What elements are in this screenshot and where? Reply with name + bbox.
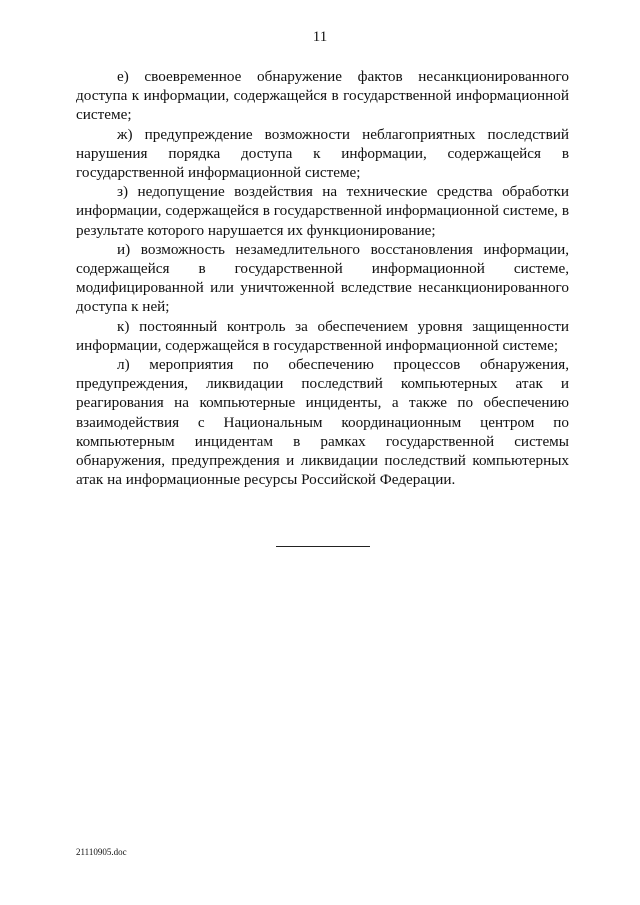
paragraph-e: е) своевременное обнаружение фактов несанкционированного доступа к информации, содержащейся в государственной информационной системе; bbox=[76, 68, 569, 124]
end-separator-line bbox=[276, 546, 370, 547]
document-body bbox=[76, 67, 569, 489]
file-reference: 21110905.doc bbox=[76, 847, 127, 857]
paragraph-zh: ж) предупреждение возможности неблагоприятных последствий нарушения порядка доступа к информации, содержащейся в государственной информационной системе; bbox=[76, 125, 569, 182]
paragraph-l: л) мероприятия по обеспечению процессов обнаружения, предупреждения, ликвидации последствий компьютерных атак и реагирования на компьютерные инциденты, а также по обеспечению взаимодействия с Национальным координационным центром по компьютерным инцидентам в рамках государственной системы обнаружения, предупреждения и ликвидации последствий компьютерных атак на информационные ресурсы Российской Федерации. bbox=[76, 356, 569, 489]
paragraph-i: и) возможность незамедлительного восстановления информации, содержащейся в государственной информационной системе, модифицированной или уничтоженной вследствие несанкционированного доступа к ней; bbox=[76, 240, 569, 316]
paragraph-z: з) недопущение воздействия на технические средства обработки информации, содержащейся в государственной информационной системе, в результате которого нарушается их функционирование; bbox=[76, 183, 569, 239]
page-number: 11 bbox=[312, 29, 328, 45]
paragraph-k: к) постоянный контроль за обеспечением уровня защищенности информации, содержащейся в государственной информационной системе; bbox=[76, 317, 569, 354]
